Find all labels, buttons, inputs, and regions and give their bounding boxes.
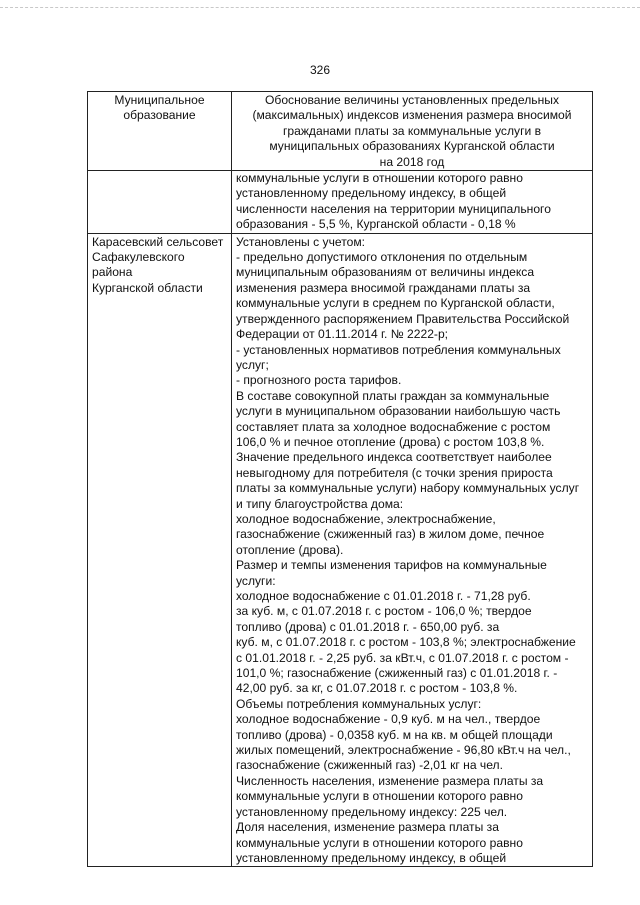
- text-line: коммунальные услуги в отношении которого равно: [236, 171, 523, 186]
- text-line: холодное водоснабжение с 01.01.2018 г. - 71,28 руб.: [236, 589, 531, 603]
- text-line: установленному предельному индексу, в общей: [236, 186, 507, 201]
- municipality-line: Карасевский сельсовет: [92, 234, 224, 249]
- text-line: установленному предельному индексу, в общей: [236, 850, 507, 865]
- text-line: изменения размера вносимой гражданами платы за: [236, 280, 531, 295]
- header-justification-line: гражданами платы за коммунальные услуги в: [282, 123, 542, 138]
- text-line: топливо (дрова) - 0,0358 куб. м на кв. м общей площади: [236, 727, 553, 742]
- header-justification: [232, 92, 593, 171]
- text-line: Размер и темпы изменения тарифов на коммунальные: [236, 558, 547, 573]
- text-line: с 01.01.2018 г. - 2,25 руб. за кВт.ч, с 01.07.2018 г. с ростом -: [236, 650, 569, 665]
- municipality-line: Курганской области: [92, 280, 203, 295]
- text-line: холодное водоснабжение, электроснабжение,: [236, 511, 496, 526]
- text-line: за куб. м, с 01.07.2018 г. с ростом - 106,0 %; твердое: [236, 604, 532, 619]
- header-municipality-line: Муниципальное: [114, 93, 205, 107]
- text-line: топливо (дрова) с 01.01.2018 г. - 650,00 руб. за: [236, 619, 500, 634]
- table-row-continuation: [88, 171, 593, 234]
- header-municipality-line: образование: [123, 108, 196, 123]
- text-line: и типу благоустройства дома:: [236, 496, 404, 511]
- table-header-row: [88, 92, 593, 171]
- text-line: 42,00 руб. за кг, с 01.07.2018 г. с ростом - 103,8 %.: [236, 681, 518, 696]
- text-line: муниципальным образованиям от величины индекса: [236, 265, 535, 280]
- header-municipality: [88, 92, 232, 171]
- text-line: - прогнозного роста тарифов.: [236, 373, 402, 388]
- text-line: - предельно допустимого отклонения по отдельным: [236, 250, 528, 265]
- text-line: услуги:: [236, 573, 276, 588]
- municipality-line: района: [92, 265, 133, 280]
- text-line: жилых помещений, электроснабжение - 96,80 кВт.ч на чел.,: [236, 743, 571, 758]
- scan-top-rule: [0, 7, 640, 8]
- text-line: составляет плата за холодное водоснабжение с ростом: [236, 419, 551, 434]
- text-line: утвержденного распоряжением Правительства Российской: [236, 311, 570, 326]
- text-line: Объемы потребления коммунальных услуг:: [236, 696, 482, 711]
- text-line: платы за коммунальные услуги) набору коммунальных услуг: [236, 481, 580, 496]
- text-line: невыгодному для потребителя (с точки зрения прироста: [236, 465, 553, 480]
- municipality-cell: [88, 233, 232, 867]
- text-line: газоснабжение (сжиженный газ) в жилом доме, печное: [236, 527, 545, 542]
- header-justification-line: Обоснование величины установленных предельных: [264, 93, 560, 107]
- text-line: коммунальные услуги в среднем по Курганской области,: [236, 296, 555, 311]
- text-line: услуги в муниципальном образовании наибольшую часть: [236, 404, 561, 419]
- text-line: коммунальные услуги в отношении которого равно: [236, 835, 523, 850]
- header-justification-line: муниципальных образованиях Курганской области: [269, 139, 555, 154]
- text-line: Доля населения, изменение размера платы за: [236, 820, 499, 835]
- text-line: Установлены с учетом:: [236, 234, 365, 249]
- text-line: Федерации от 01.11.2014 г. № 2222-р;: [236, 327, 449, 342]
- text-line: коммунальные услуги в отношении которого равно: [236, 789, 523, 804]
- tariff-justification-table: [87, 91, 593, 867]
- text-line: отопление (дрова).: [236, 542, 344, 557]
- text-line: холодное водоснабжение - 0,9 куб. м на чел., твердое: [236, 712, 541, 727]
- table-row-karasevsky: [88, 233, 593, 867]
- text-line: куб. м, с 01.07.2018 г. с ростом - 103,8 %; электроснабжение: [236, 635, 576, 650]
- continuation-text-cell: [232, 171, 593, 234]
- municipality-line: Сафакулевского: [92, 250, 185, 265]
- text-line: В составе совокупной платы граждан за коммунальные: [236, 388, 550, 403]
- text-line: установленному предельному индексу: 225 чел.: [236, 804, 508, 819]
- text-line: - установленных нормативов потребления коммунальных: [236, 342, 561, 357]
- page-number: 326: [309, 63, 331, 77]
- text-line: численности населения на территории муниципального: [236, 201, 551, 216]
- header-justification-line: (максимальных) индексов изменения размера вносимой: [252, 108, 572, 123]
- text-line: услуг;: [236, 357, 269, 372]
- header-justification-line: на 2018 год: [379, 154, 445, 169]
- text-line: Численность населения, изменение размера платы за: [236, 773, 544, 788]
- continuation-municipality-cell: [88, 171, 232, 234]
- text-line: Значение предельного индекса соответствует наиболее: [236, 450, 552, 465]
- text-line: газоснабжение (сжиженный газ) -2,01 кг на чел.: [236, 758, 503, 773]
- text-line: образования - 5,5 %, Курганской области - 0,18 %: [236, 217, 516, 232]
- justification-cell: [232, 233, 593, 867]
- text-line: 106,0 % и печное отопление (дрова) с ростом 103,8 %.: [236, 434, 545, 449]
- text-line: 101,0 %; газоснабжение (сжиженный газ) с 01.01.2018 г. -: [236, 666, 558, 681]
